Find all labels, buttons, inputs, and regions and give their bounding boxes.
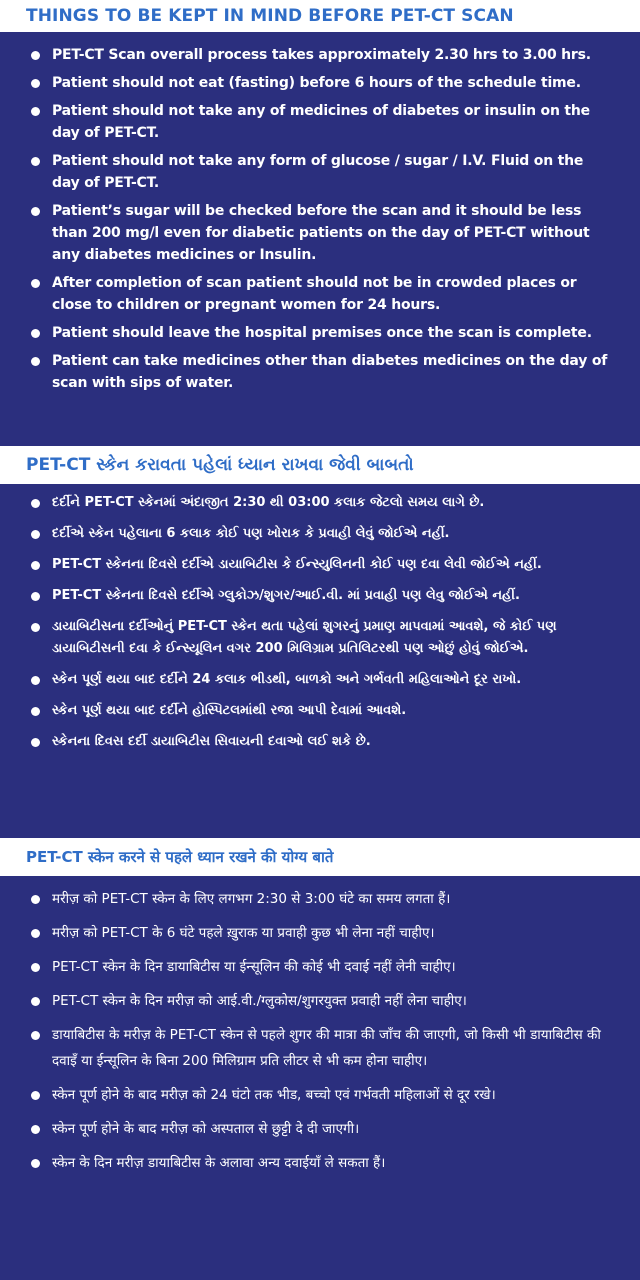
- list-item: [30, 731, 614, 753]
- list-item: [30, 920, 614, 946]
- list-item: [30, 585, 614, 607]
- list-item-text: Patient should not take any form of glucose / sugar / I.V. Fluid on the day of PET-CT.: [52, 153, 584, 191]
- list-item-text: ડાયાબિટીસના દર્દીઓનું PET-CT સ્કેન થતા પહેલાં શુગરનું પ્રમાણ માપવામાં આવશે, જે કોઈ પણ ડાયાબિટીસની દવા કે ઈન્સ્યૂલિન વગર 200 મિલિગ્રામ પ્રતિલિટરથી પણ ઓછું હોવું જોઈએ.: [52, 619, 557, 656]
- list-item: [30, 150, 614, 194]
- list-item-text: PET-CT સ્કેનના દિવસે દર્દીએ ડાયાબિટીસ કે ઈન્સ્યુલિનની કોઈ પણ દવા લેવી જોઈએ નહીં.: [52, 557, 542, 572]
- list-item-text: સ્કેનના દિવસ દર્દી ડાયાબિટીસ સિવાયની દવાઓ લઈ શકે છે.: [52, 734, 371, 749]
- list-item: [30, 72, 614, 94]
- list-item: [30, 1150, 614, 1176]
- list-item-text: स्केन पूर्ण होने के बाद मरीज़ को 24 घंटो तक भीड, बच्चो एवं गर्भवती महिलाओं से दूर रखे।: [52, 1087, 496, 1103]
- list-item: [30, 1116, 614, 1142]
- list-item: [30, 1082, 614, 1108]
- english-section-title: THINGS TO BE KEPT IN MIND BEFORE PET-CT SCAN: [0, 0, 640, 32]
- list-item-text: દર્દીને PET-CT સ્કેનમાં અંદાજીત 2:30 થી 03:00 કલાક જેટલો સમય લાગે છે.: [52, 495, 485, 510]
- list-item-text: Patient’s sugar will be checked before the scan and it should be less than 200 mg/l even for diabetic patients on the day of PET-CT without any diabetes medicines or Insulin.: [52, 203, 590, 263]
- list-item-text: PET-CT स्केन के दिन मरीज़ को आई.वी./ग्लुकोस/शुगरयुक्त प्रवाही नहीं लेना चाहीए।: [52, 993, 467, 1009]
- list-item: [30, 886, 614, 912]
- list-item: [30, 492, 614, 514]
- english-guidelines-list: [0, 44, 640, 400]
- list-item-text: PET-CT स्केन के दिन डायाबिटीस या ईन्सूलिन की कोई भी दवाई नहीं लेनी चाहीए।: [52, 959, 456, 975]
- list-item: [30, 669, 614, 691]
- list-item: [30, 954, 614, 980]
- list-item: [30, 700, 614, 722]
- list-item-text: Patient should leave the hospital premises once the scan is complete.: [52, 325, 592, 341]
- list-item: [30, 554, 614, 576]
- list-item: [30, 100, 614, 144]
- list-item-text: After completion of scan patient should not be in crowded places or close to children or pregnant women for 24 hours.: [52, 275, 577, 313]
- list-item-text: સ્કેન પૂર્ણ થયા બાદ દર્દીને 24 કલાક ભીડથી, બાળકો અને ગર્ભવતી મહિલાઓને દૂર રાખો.: [52, 672, 522, 687]
- list-item: [30, 350, 614, 394]
- list-item-text: Patient should not eat (fasting) before 6 hours of the schedule time.: [52, 75, 581, 91]
- list-item: [30, 44, 614, 66]
- list-item-text: સ્કેન પૂર્ણ થયા બાદ દર્દીને હોસ્પિટલમાંથી રજા આપી દેવામાં આવશે.: [52, 703, 407, 718]
- list-item: [30, 988, 614, 1014]
- gujarati-guidelines-list: [0, 492, 640, 762]
- list-item-text: PET-CT સ્કેનના દિવસે દર્દીએ ગ્લુકોઝ/શુગર/આઈ.વી. માં પ્રવાહી પણ લેવુ જોઈએ નહીં.: [52, 588, 520, 603]
- gujarati-section-title: PET-CT સ્કેન કરાવતા પહેલાં ધ્યાન રાખવા જેવી બાબતો: [0, 446, 640, 484]
- list-item: [30, 1022, 614, 1074]
- list-item-text: स्केन पूर्ण होने के बाद मरीज़ को अस्पताल से छुट्टी दे दी जाएगी।: [52, 1121, 360, 1137]
- list-item: [30, 272, 614, 316]
- list-item: [30, 616, 614, 660]
- list-item: [30, 523, 614, 545]
- list-item-text: PET-CT Scan overall process takes approximately 2.30 hrs to 3.00 hrs.: [52, 47, 591, 63]
- list-item-text: डायाबिटीस के मरीज़ के PET-CT स्केन से पहले शुगर की मात्रा की जाँच की जाएगी, जो किसी भी डायाबिटीस की दवाइँ या ईन्सूलिन के बिना 200 मिलिग्राम प्रति लीटर से भी कम होना चाहीए।: [52, 1027, 601, 1069]
- list-item-text: स्केन के दिन मरीज़ डायाबिटीस के अलावा अन्य दवाईयाँ ले सकता हैं।: [52, 1155, 386, 1171]
- list-item: [30, 200, 614, 266]
- list-item-text: દર્દીએ સ્કેન પહેલાના 6 કલાક કોઈ પણ ખોરાક કે પ્રવાહી લેવું જોઈએ નહીં.: [52, 526, 450, 541]
- list-item-text: मरीज़ को PET-CT स्केन के लिए लगभग 2:30 से 3:00 घंटे का समय लगता हैं।: [52, 891, 451, 907]
- list-item-text: Patient can take medicines other than diabetes medicines on the day of scan with sips of water.: [52, 353, 608, 391]
- hindi-guidelines-list: [0, 886, 640, 1184]
- list-item-text: मरीज़ को PET-CT के 6 घंटे पहले ख़ुराक या प्रवाही कुछ भी लेना नहीं चाहीए।: [52, 925, 435, 941]
- list-item: [30, 322, 614, 344]
- list-item-text: Patient should not take any of medicines of diabetes or insulin on the day of PET-CT.: [52, 103, 590, 141]
- hindi-section-title: PET-CT स्केन करने से पहले ध्यान रखने की योग्य बाते: [0, 838, 640, 876]
